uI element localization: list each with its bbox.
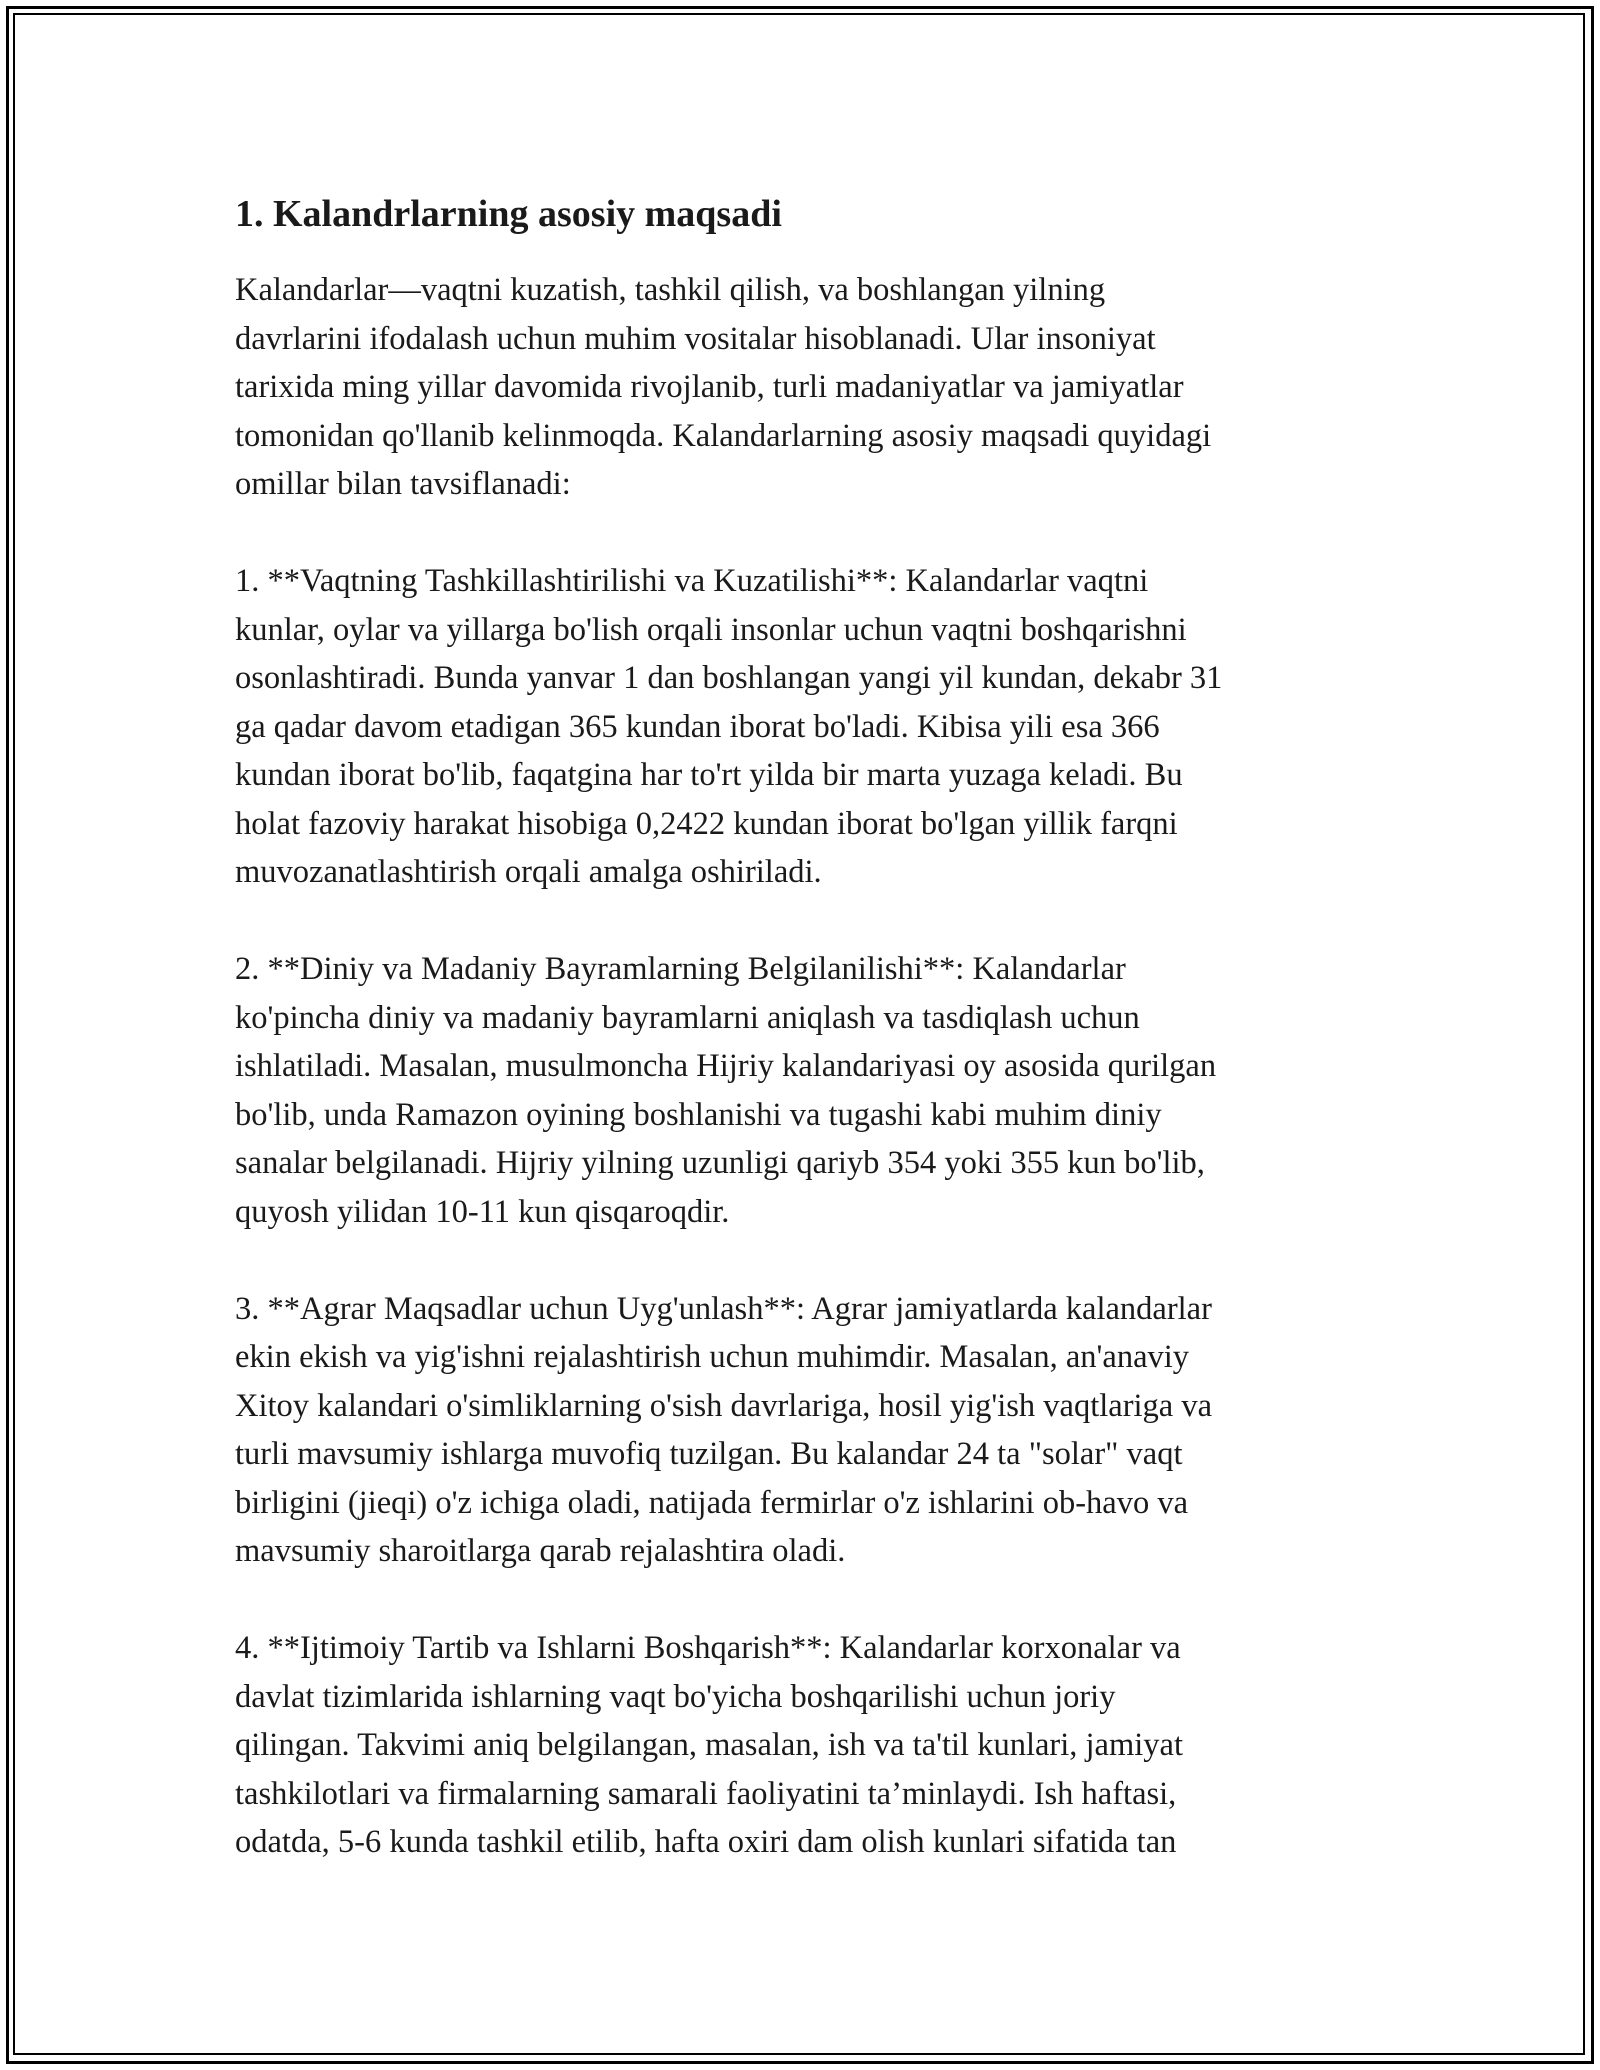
paragraph-list (235, 266, 1365, 1867)
text-line: ishlatiladi. Masalan, musulmoncha Hijriy kalandariyasi oy asosida qurilgan (235, 1048, 1217, 1084)
text-line: turli mavsumiy ishlarga muvofiq tuzilgan. Bu kalandar 24 ta "solar" vaqt (235, 1436, 1183, 1472)
text-line: muvozanatlashtirish orqali amalga oshiriladi. (235, 854, 822, 890)
text-line: davlat tizimlarida ishlarning vaqt bo'yicha boshqarilishi uchun joriy (235, 1678, 1116, 1715)
text-line: Xitoy kalandari o'simliklarning o'sish davrlariga, hosil yig'ish vaqtlariga va (235, 1387, 1213, 1424)
text-line: tashkilotlari va firmalarning samarali faoliyatini ta’minlaydi. Ish haftasi, (235, 1775, 1177, 1812)
text-line: tarixida ming yillar davomida rivojlanib, turli madaniyatlar va jamiyatlar (235, 369, 1184, 405)
paragraph-1 (235, 266, 1365, 509)
text-line: sanalar belgilanadi. Hijriy yilning uzunligi qariyb 354 yoki 355 kun bo'lib, (235, 1145, 1205, 1181)
text-line: odatda, 5-6 kunda tashkil etilib, hafta oxiri dam olish kunlari sifatida tan (235, 1824, 1177, 1860)
document-body (235, 188, 1365, 1915)
text-line: qilingan. Takvimi aniq belgilangan, masalan, ish va ta'til kunlari, jamiyat (235, 1727, 1183, 1763)
paragraph-4 (235, 1285, 1365, 1576)
text-line: ekin ekish va yig'ishni rejalashtirish uchun muhimdir. Masalan, an'anaviy (235, 1339, 1190, 1375)
text-line: birligini (jieqi) o'z ichiga oladi, natijada fermirlar o'z ishlarini ob-havo va (235, 1484, 1188, 1521)
text-line: ga qadar davom etadigan 365 kundan iborat bo'ladi. Kibisa yili esa 366 (235, 708, 1160, 745)
text-line: ko'pincha diniy va madaniy bayramlarni aniqlash va tasdiqlash uchun (235, 999, 1140, 1036)
section-heading: 1. Kalandrlarning asosiy maqsadi (235, 193, 782, 235)
text-line: kunlar, oylar va yillarga bo'lish orqali insonlar uchun vaqtni boshqarishni (235, 611, 1187, 648)
text-line: kundan iborat bo'lib, faqatgina har to'rt yilda bir marta yuzaga keladi. Bu (235, 757, 1183, 793)
text-line: bo'lib, unda Ramazon oyining boshlanishi va tugashi kabi muhim diniy (235, 1096, 1162, 1133)
text-line: 1. **Vaqtning Tashkillashtirilishi va Kuzatilishi**: Kalandarlar vaqtni (235, 563, 1149, 599)
text-line: quyosh yilidan 10-11 kun qisqaroqdir. (235, 1193, 730, 1230)
paragraph-3 (235, 945, 1365, 1236)
text-line: Kalandarlar—vaqtni kuzatish, tashkil qilish, va boshlangan yilning (235, 272, 1106, 308)
text-line: omillar bilan tavsiflanadi: (235, 466, 571, 502)
text-line: 3. **Agrar Maqsadlar uchun Uyg'unlash**: Agrar jamiyatlarda kalandarlar (235, 1290, 1212, 1327)
text-line: 2. **Diniy va Madaniy Bayramlarning Belgilanilishi**: Kalandarlar (235, 951, 1126, 987)
text-line: 4. **Ijtimoiy Tartib va Ishlarni Boshqarish**: Kalandarlar korxonalar va (235, 1630, 1181, 1666)
text-line: tomonidan qo'llanib kelinmoqda. Kalandarlarning asosiy maqsadi quyidagi (235, 417, 1212, 454)
paragraph-2 (235, 557, 1365, 897)
paragraph-5 (235, 1624, 1365, 1867)
text-line: mavsumiy sharoitlarga qarab rejalashtira oladi. (235, 1533, 846, 1569)
text-line: osonlashtiradi. Bunda yanvar 1 dan boshlangan yangi yil kundan, dekabr 31 (235, 660, 1223, 696)
text-line: davrlarini ifodalash uchun muhim vositalar hisoblanadi. Ular insoniyat (235, 320, 1156, 357)
text-line: holat fazoviy harakat hisobiga 0,2422 kundan iborat bo'lgan yillik farqni (235, 805, 1178, 842)
